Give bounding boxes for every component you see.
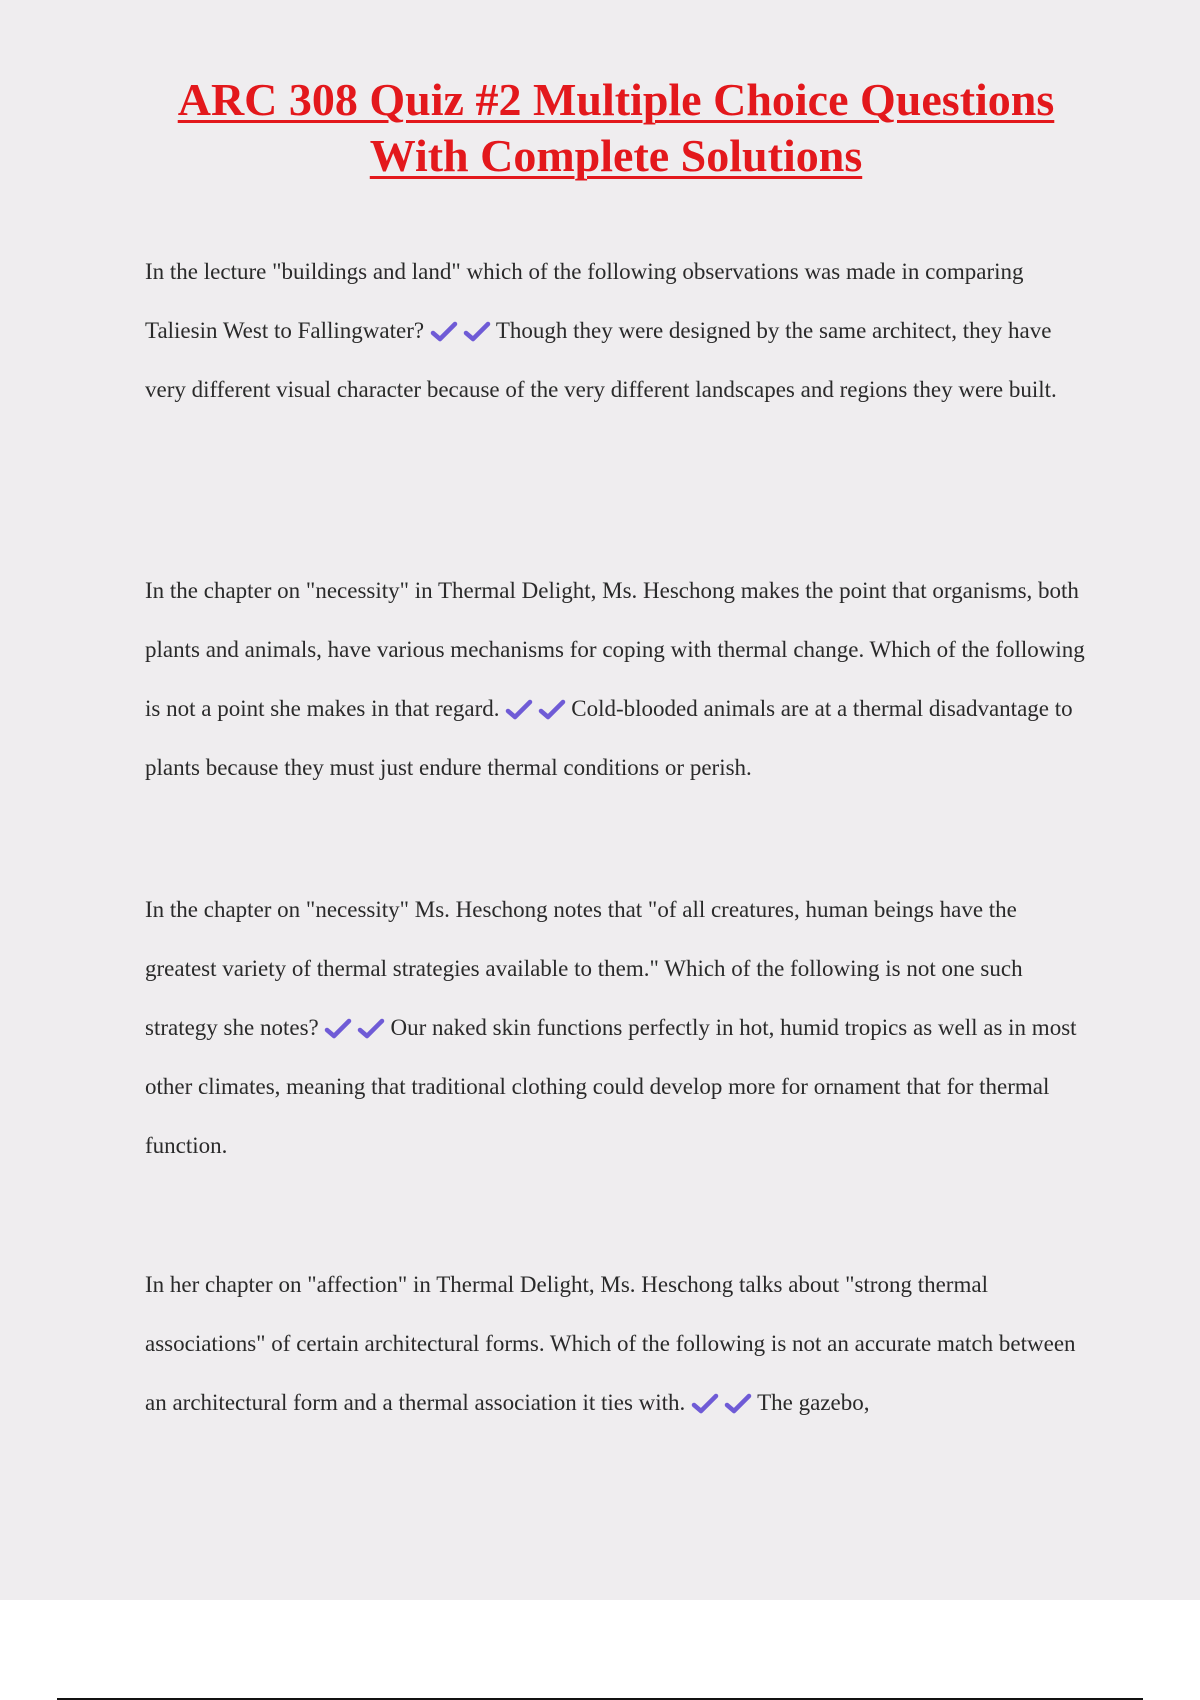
question-text: In her chapter on "affection" in Thermal Delight, Ms. Heschong talks about "strong thermal associations" of certain architectural forms. Which of the following is not an accurate match between an architectural form and a thermal association it ties with. bbox=[145, 1272, 1076, 1415]
title-line-1: ARC 308 Quiz #2 Multiple Choice Questions bbox=[177, 74, 1055, 125]
check-icon bbox=[691, 1393, 719, 1415]
question-text: In the chapter on "necessity" in Thermal Delight, Ms. Heschong makes the point that organisms, both plants and animals, have various mechanisms for coping with thermal change. Which of the following is not a point she makes in that regard. bbox=[145, 578, 1085, 721]
document-title bbox=[100, 72, 1132, 184]
check-icon bbox=[463, 321, 491, 343]
title-line-2: With Complete Solutions bbox=[369, 130, 863, 181]
answer-text: The gazebo, bbox=[757, 1390, 870, 1415]
check-icon bbox=[724, 1393, 752, 1415]
qa-item-4 bbox=[145, 1255, 1090, 1432]
answer-text: Our naked skin functions perfectly in hot, humid tropics as well as in most other climates, meaning that traditional clothing could develop more for ornament that for thermal function. bbox=[145, 1015, 1077, 1158]
answer-text: Cold-blooded animals are at a thermal disadvantage to plants because they must just endure thermal conditions or perish. bbox=[145, 696, 1073, 780]
qa-item-3 bbox=[145, 880, 1090, 1175]
qa-item-1 bbox=[145, 242, 1090, 419]
check-icon bbox=[538, 699, 566, 721]
qa-item-2 bbox=[145, 561, 1090, 797]
question-text: In the chapter on "necessity" Ms. Heschong notes that "of all creatures, human beings have the greatest variety of thermal strategies available to them." Which of the following is not one such strategy she notes? bbox=[145, 897, 1023, 1040]
question-text: In the lecture "buildings and land" which of the following observations was made in comparing Taliesin West to Fallingwater? bbox=[145, 259, 1024, 343]
check-icon bbox=[430, 321, 458, 343]
answer-text: Though they were designed by the same architect, they have very different visual character because of the very different landscapes and regions they were built. bbox=[145, 318, 1057, 402]
check-icon bbox=[357, 1018, 385, 1040]
check-icon bbox=[505, 699, 533, 721]
check-icon bbox=[324, 1018, 352, 1040]
